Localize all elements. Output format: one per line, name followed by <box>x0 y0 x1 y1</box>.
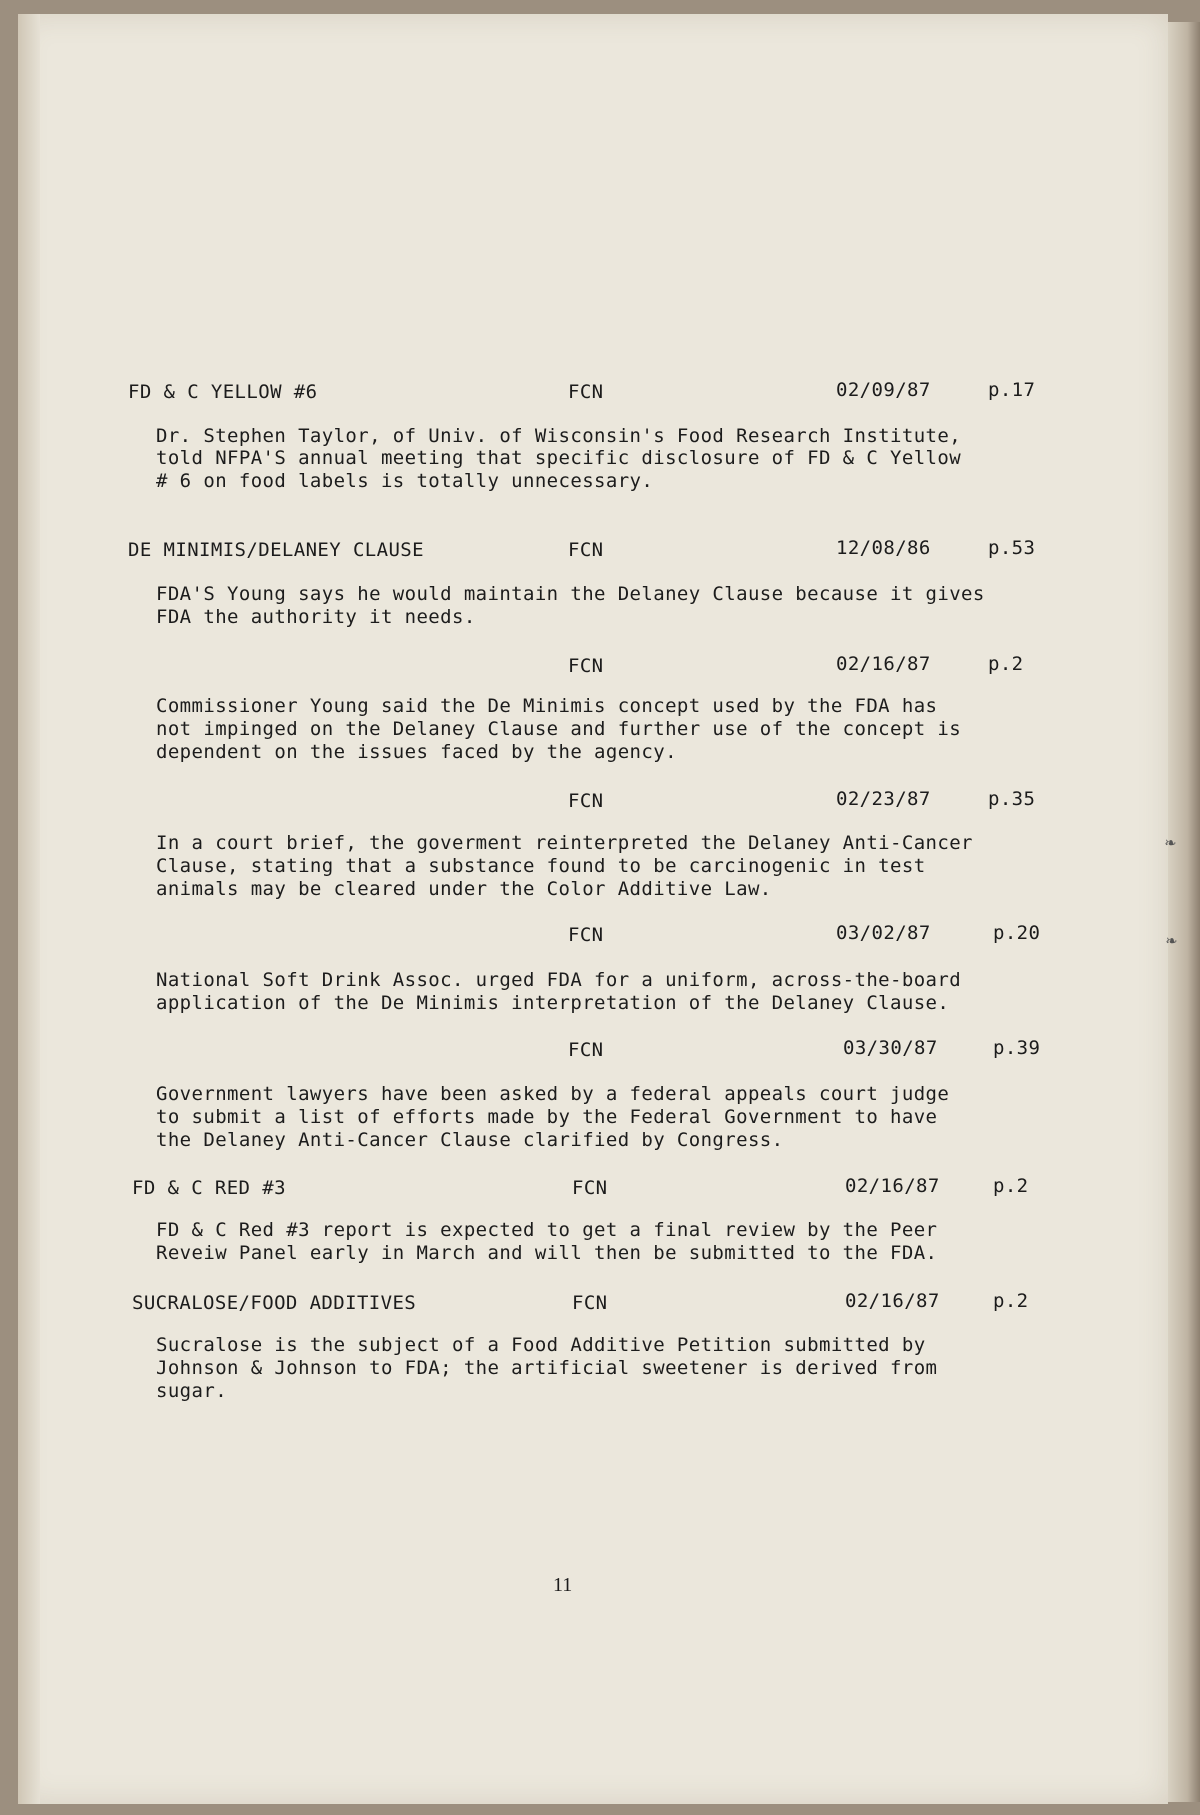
entry-text-line: FD & C Red #3 report is expected to get a final review by the Peer <box>156 1219 938 1241</box>
binding-fold <box>18 14 40 1804</box>
entry-text-line: told NFPA'S annual meeting that specific disclosure of FD & C Yellow <box>156 447 962 469</box>
entry-source: FCN <box>572 1292 608 1314</box>
entry-date: 02/09/87 <box>836 379 931 401</box>
entry-text-line: In a court brief, the goverment reinterpreted the Delaney Anti-Cancer <box>156 832 973 854</box>
entry-source: FCN <box>568 539 604 561</box>
entry-text-line: Johnson & Johnson to FDA; the artificial sweetener is derived from <box>156 1357 938 1379</box>
entry-topic: FD & C YELLOW #6 <box>128 381 318 403</box>
entry-text-line: National Soft Drink Assoc. urged FDA for a uniform, across-the-board <box>156 969 962 991</box>
entry-text-line: dependent on the issues faced by the agency. <box>156 741 677 763</box>
entry-date: 03/02/87 <box>836 922 931 944</box>
entry-page: p.2 <box>993 1290 1029 1312</box>
entry-source: FCN <box>568 655 604 677</box>
entry-topic: FD & C RED #3 <box>132 1177 286 1199</box>
entry-page: p.17 <box>988 379 1036 401</box>
entry-text-line: Government lawyers have been asked by a federal appeals court judge <box>156 1083 950 1105</box>
entry-topic: DE MINIMIS/DELANEY CLAUSE <box>128 539 424 561</box>
entry-source: FCN <box>568 381 604 403</box>
entry-text-line: Dr. Stephen Taylor, of Univ. of Wisconsin's Food Research Institute, <box>156 425 962 447</box>
entry-text-line: # 6 on food labels is totally unnecessary. <box>156 470 654 492</box>
entry-text-line: Sucralose is the subject of a Food Additive Petition submitted by <box>156 1334 926 1356</box>
entry-date: 02/16/87 <box>836 653 931 675</box>
entry-text-line: FDA the authority it needs. <box>156 606 476 628</box>
entry-source: FCN <box>572 1177 608 1199</box>
entry-text-line: sugar. <box>156 1380 228 1402</box>
page-number: 11 <box>553 1574 573 1596</box>
document-page <box>18 14 1168 1804</box>
entry-source: FCN <box>568 924 604 946</box>
entry-source: FCN <box>568 1039 604 1061</box>
entry-date: 03/30/87 <box>843 1037 938 1059</box>
entry-page: p.39 <box>993 1037 1041 1059</box>
entry-date: 02/16/87 <box>845 1290 940 1312</box>
entry-page: p.20 <box>993 922 1041 944</box>
entry-page: p.2 <box>993 1175 1029 1197</box>
entry-text-line: Reveiw Panel early in March and will then be submitted to the FDA. <box>156 1242 938 1264</box>
entry-source: FCN <box>568 790 604 812</box>
entry-text-line: the Delaney Anti-Cancer Clause clarified by Congress. <box>156 1129 784 1151</box>
entry-date: 02/23/87 <box>836 788 931 810</box>
entry-text-line: animals may be cleared under the Color Additive Law. <box>156 878 772 900</box>
entry-text-line: not impinged on the Delaney Clause and further use of the concept is <box>156 718 962 740</box>
entry-text-line: to submit a list of efforts made by the Federal Government to have <box>156 1106 938 1128</box>
entry-text-line: Clause, stating that a substance found to be carcinogenic in test <box>156 855 926 877</box>
entry-page: p.35 <box>988 788 1036 810</box>
entry-topic: SUCRALOSE/FOOD ADDITIVES <box>132 1292 417 1314</box>
facing-page-edge <box>1168 22 1200 1802</box>
binding-ring-icon: ❧ <box>1165 832 1176 853</box>
entry-date: 02/16/87 <box>845 1175 940 1197</box>
entry-page: p.2 <box>988 653 1024 675</box>
entry-text-line: application of the De Minimis interpretation of the Delaney Clause. <box>156 992 950 1014</box>
entry-text-line: FDA'S Young says he would maintain the Delaney Clause because it gives <box>156 583 985 605</box>
entry-date: 12/08/86 <box>836 537 931 559</box>
entry-text-line: Commissioner Young said the De Minimis concept used by the FDA has <box>156 695 938 717</box>
binding-ring-icon: ❧ <box>1166 930 1177 951</box>
entry-page: p.53 <box>988 537 1036 559</box>
